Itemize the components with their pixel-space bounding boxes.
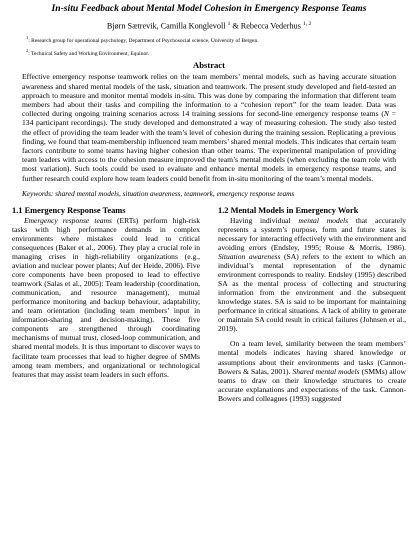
right-paragraph-2 — [218, 339, 406, 402]
section-heading-1-1: 1.1 Emergency Response Teams — [12, 205, 126, 215]
abstract-text — [22, 72, 396, 182]
abstract-part-1: Effective emergency response teamwork relies on the team members’ mental models, such as having accurate situation awareness and shared mental models of the task, situation and teamwork. The present study developed and field-tested an approach to measure and monitor mental models in-situ. This was done by comparing the information that different team members had about their tasks and compiling the information to a “cohesion report” for the team leader. Data was collected during ongoing training scenarios across 14 training sessions for second-line emergency response teams ( — [22, 72, 396, 119]
abstract-heading: Abstract — [193, 60, 225, 71]
affiliation-1-text: : Research group for operational psychology, Department of Psychosocial science, University of Bergen. — [28, 37, 259, 44]
two-column-body — [12, 206, 406, 403]
author-names-1: Bjørn Sætrevik, Camilla Konglevoll — [106, 21, 228, 31]
author-names-2: & Rebecca Vederhus — [230, 21, 303, 31]
right-p1-c: (SA) refers to the extent to which an individual’s mental representation of the dynamic environment corresponds to reality. Endsley (1995) described SA as the mental process of collecting and structuring information from the environment and the subsequent knowledge states. SA is said to be important for maintaining performance in critical situations. A lack of ability to generate or maintain SA could result in critical failures (Johnsen et al., 2019). — [218, 252, 406, 334]
term-situation-awareness: Situation awareness — [218, 252, 281, 262]
affiliation-2-sup: 2 — [26, 47, 29, 53]
author-affil-sup-2: 1, 2 — [302, 21, 312, 27]
right-column — [218, 206, 406, 403]
keywords: Keywords: shared mental models, situation awareness, teamwork, emergency response teams — [22, 188, 295, 198]
left-column — [12, 206, 200, 403]
term-emergency-response-teams: Emergency response teams — [24, 215, 112, 225]
paper-title: In-situ Feedback about Mental Model Cohesion in Emergency Response Teams — [51, 3, 367, 14]
section-heading-1-2: 1.2 Mental Models in Emergency Work — [218, 205, 359, 215]
term-mental-models: mental models — [298, 215, 349, 225]
author-affil-sup-1: 1 — [227, 21, 231, 27]
affiliation-2-text: : Technical Safety and Working Environment, Equinor. — [28, 50, 150, 57]
left-paragraph-1-text: (ERTs) perform high-risk tasks with high performance demands in complex environments where mistakes could lead to critical consequences (Baker et al., 2006). They play a crucial role in managing crises in high-reliability organizations (e.g., aviation and nuclear power plants; Auf der Heide, 2006). Five core components have been proposed to lead to effective teamwork (Salas et al., 2005): Team leadership (coordination, communication, and resource management), mutual performance monitoring and backup behaviour, adaptability, and team orientation (including team members’ input in information-sharing and decision-making). These five components are strengthened through coordinating mechanisms of mutual trust, closed-loop communication, and shared mental models. It is thus important to discover ways to facilitate team processes that lead to higher degree of SMMs among team members, and organizational or technological features that may assist team leaders in such efforts. — [12, 215, 200, 379]
abstract-part-2: = 134 participant recordings). The study developed and demonstrated a way of measuring cohesion. The study also tested the effect of providing the team leader with the team’s level of cohesion during the training session. Replicating a previous finding, we found that team-membership influenced team members’ shared mental models. This indicates that certain team factors contribute to some teams having higher cohesion than other teams. The experimental manipulation of providing team leaders with access to the cohesion measure improved the team’s mental models (when excluding the team role with most variation). Such tools could be used to evaluate and enhance mental models in emergency response teams, and further research could explore how team leaders could benefit from in-situ monitoring of the team’s mental models. — [22, 109, 397, 183]
author-line — [12, 19, 406, 32]
abstract-n-symbol: N — [383, 109, 389, 119]
left-paragraph-1 — [12, 216, 200, 379]
right-p1-a: Having individual — [230, 215, 299, 225]
affiliation-2 — [12, 47, 406, 58]
affiliation-1-sup: 1 — [26, 34, 29, 40]
right-p1-b: that accurately represents a system’s purpose, form and future states is necessary for interacting effectively with the environment and avoiding errors (Endsley, 1995; Rouse & Morris, 1986). — [218, 215, 406, 252]
affiliation-1 — [12, 34, 406, 45]
right-p2-b: (SMMs) allow teams to draw on their knowledge structures to create accurate explanations and expectations of the task. Cannon-Bowers and colleagues (1993) suggested — [218, 366, 407, 403]
term-shared-mental-models: Shared mental models — [292, 366, 360, 376]
right-paragraph-1 — [218, 216, 406, 334]
right-p2-a: On a team level, similarity between the team members’ mental models indicates having shared knowledge or assumptions about their environments and tasks (Cannon-Bowers & Salas, 2001). — [218, 339, 406, 376]
